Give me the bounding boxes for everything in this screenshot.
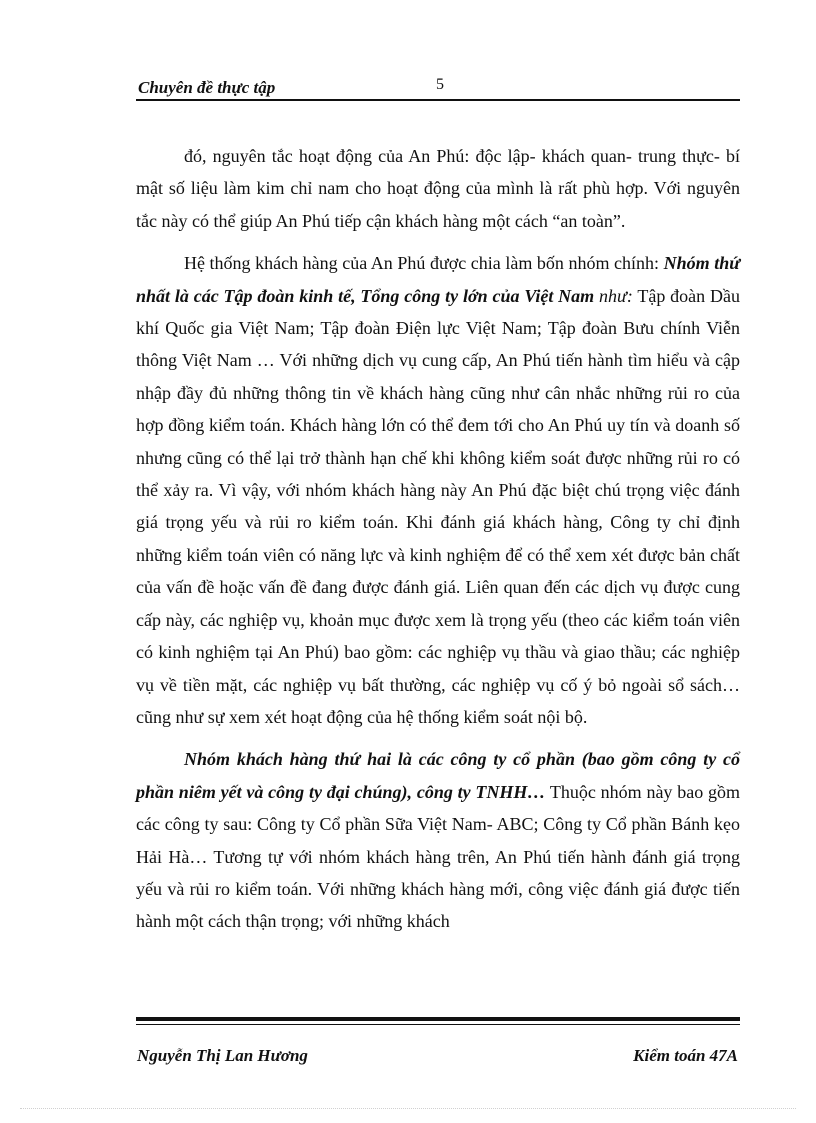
footer-class: Kiểm toán 47A (633, 1046, 738, 1065)
page-header (136, 74, 740, 98)
paragraph-1-text: đó, nguyên tắc hoạt động của An Phú: độc lập- khách quan- trung thực- bí mật số liệu làm kim chỉ nam cho hoạt động của mình là rất phù hợp. Với nguyên tắc này có thể giúp An Phú tiếp cận khách hàng một cách “an toàn”. (136, 146, 740, 231)
paragraph-2-text: Tập đoàn Dầu khí Quốc gia Việt Nam; Tập đoàn Điện lực Việt Nam; Tập đoàn Bưu chính Viễn thông Việt Nam … Với những dịch vụ cung cấp, An Phú tiến hành tìm hiểu và cập nhập đầy đủ những thông tin về khách hàng cũng như cân nhắc những rủi ro của hợp đồng kiểm toán. Khách hàng lớn có thể đem tới cho An Phú uy tín và doanh số nhưng cũng có thể lại trở thành hạn chế khi không kiểm soát được những rủi ro có thể xảy ra. Vì vậy, với nhóm khách hàng này An Phú đặc biệt chú trọng việc đánh giá trọng yếu và rủi ro kiểm toán. Khi đánh giá khách hàng, Công ty chỉ định những kiểm toán viên có năng lực và kinh nghiệm để có thể xem xét được bản chất của vấn đề hoặc vấn đề đang được đánh giá. Liên quan đến các dịch vụ được cung cấp này, các nghiệp vụ, khoản mục được xem là trọng yếu (theo các kiểm toán viên có kinh nghiệm tại An Phú) bao gồm: các nghiệp vụ thầu và giao thầu; các nghiệp vụ về tiền mặt, các nghiệp vụ bất thường, các nghiệp vụ cố ý bỏ ngoài sổ sách…cũng như sự xem xét hoạt động của hệ thống kiểm soát nội bộ. (136, 285, 740, 727)
group-two-heading: Nhóm khách hàng thứ hai là các công ty cổ phần (bao gồm công ty cổ phần niêm yết và công ty đại chúng), công ty TNHH… (136, 749, 740, 802)
footer-rule-thick (136, 1017, 740, 1021)
paragraph-1 (136, 140, 740, 237)
paragraph-2 (136, 247, 740, 733)
paragraph-3-text: Thuộc nhóm này bao gồm các công ty sau: Công ty Cổ phần Sữa Việt Nam- ABC; Công ty Cổ phần Bánh kẹo Hải Hà… Tương tự với nhóm khách hàng trên, An Phú tiến hành đánh giá trọng yếu và rủi ro kiểm toán. Với những khách hàng mới, công việc đánh giá được tiến hành một cách thận trọng; với những khách (136, 781, 740, 932)
header-rule (136, 99, 740, 101)
footer-rule-thin (136, 1024, 740, 1025)
footer-author: Nguyễn Thị Lan Hương (137, 1046, 308, 1065)
paragraph-2-lead: Hệ thống khách hàng của An Phú được chia làm bốn nhóm chính: (184, 253, 664, 274)
document-body (136, 140, 740, 948)
page-number: 5 (436, 76, 444, 93)
paragraph-3 (136, 743, 740, 937)
group-one-heading: Nhóm thứ nhất là các Tập đoàn kinh tế, Tổng công ty lớn của Việt Nam (136, 253, 740, 306)
header-title: Chuyên đề thực tập (138, 78, 276, 97)
group-one-nhu: như: (594, 285, 633, 306)
page-bottom-border (20, 1108, 796, 1109)
